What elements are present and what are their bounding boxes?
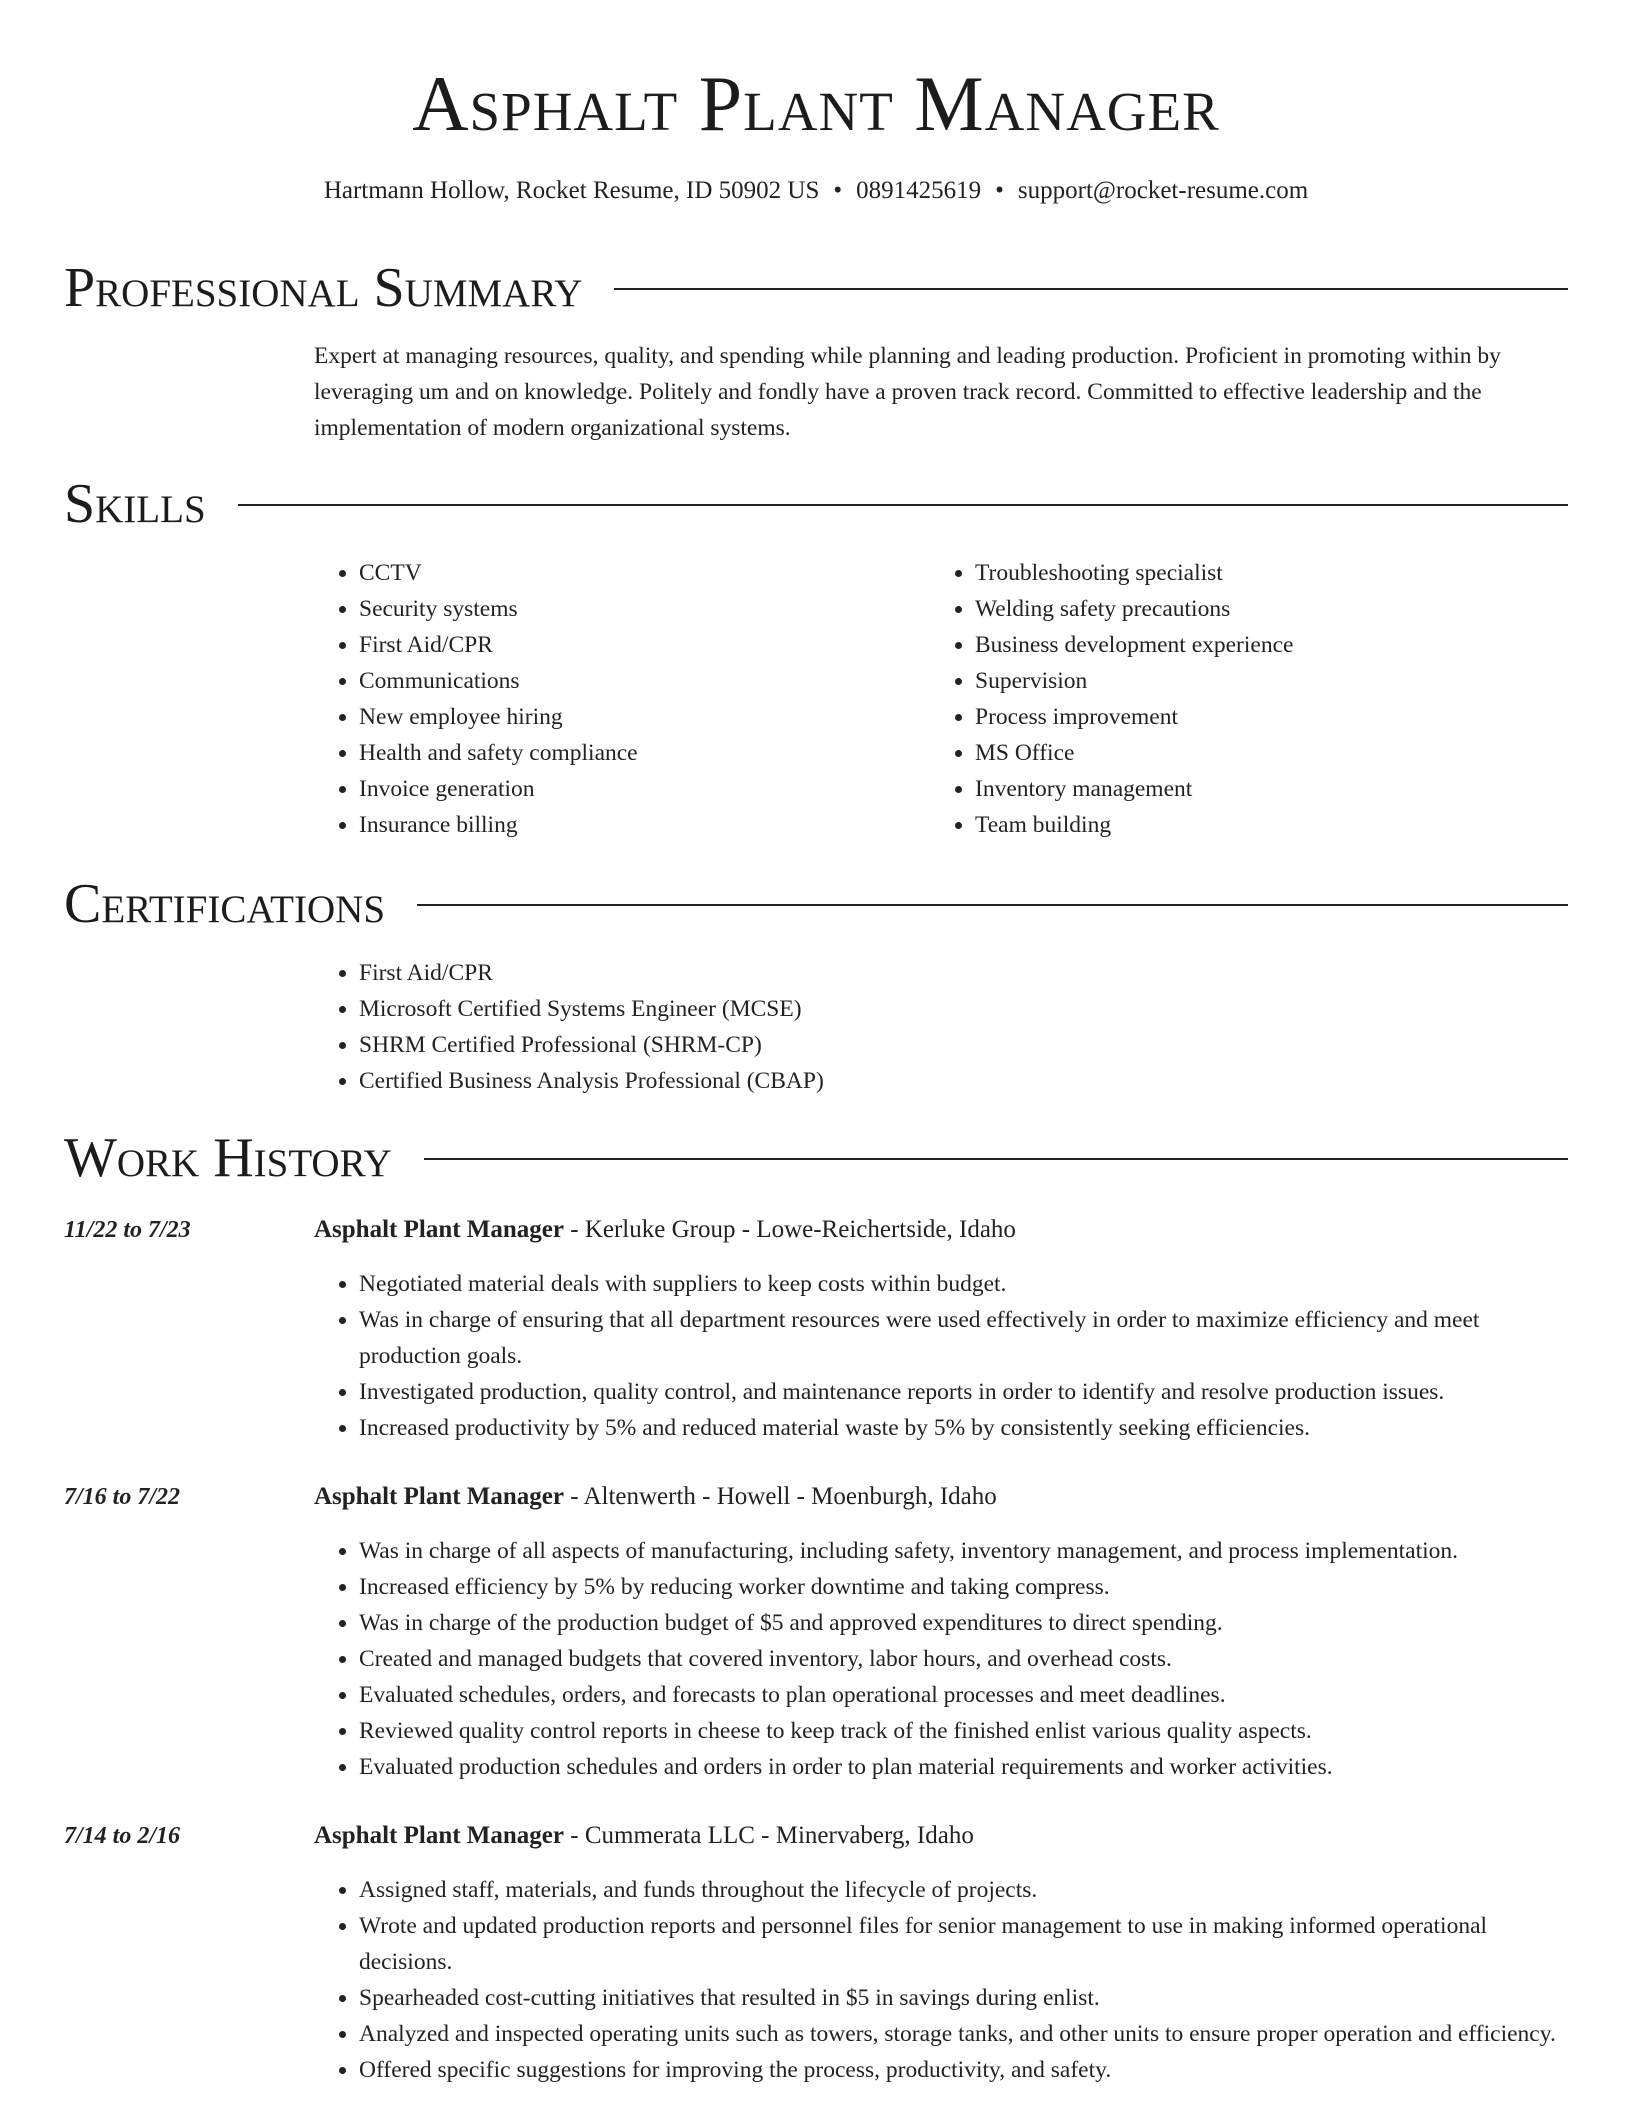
skills-column-2 bbox=[930, 555, 1570, 843]
job-heading bbox=[314, 1480, 1568, 1514]
skills-column-1 bbox=[314, 555, 914, 843]
section-rule bbox=[238, 504, 1568, 506]
section-rule bbox=[424, 1158, 1568, 1160]
job-bullet: • Assigned staff, materials, and funds throughout the lifecycle of projects. bbox=[359, 1872, 1568, 1908]
skill-item: • Business development experience bbox=[975, 627, 1570, 663]
job-bullet: • Analyzed and inspected operating units such as towers, storage tanks, and other units to ensure proper operation and efficiency. bbox=[359, 2016, 1568, 2052]
job-bullets bbox=[314, 1533, 1568, 1785]
section-rule bbox=[417, 904, 1568, 906]
job-bullet: • Was in charge of ensuring that all department resources were used effectively in order to maximize efficiency and meet production goals. bbox=[359, 1302, 1568, 1374]
job-bullet: • Wrote and updated production reports and personnel files for senior management to use in making informed operational decisions. bbox=[359, 1908, 1568, 1980]
job-heading bbox=[314, 1213, 1568, 1247]
job-title: Asphalt Plant Manager bbox=[314, 1822, 564, 1849]
skill-item: • New employee hiring bbox=[359, 699, 914, 735]
job-title: Asphalt Plant Manager bbox=[314, 1216, 564, 1243]
job-bullets bbox=[314, 1266, 1568, 1446]
certification-item: • Certified Business Analysis Professional (CBAP) bbox=[359, 1063, 1514, 1099]
skill-item: • Supervision bbox=[975, 663, 1570, 699]
job-bullet: • Investigated production, quality control, and maintenance reports in order to identify and resolve production issues. bbox=[359, 1374, 1568, 1410]
skill-item: • Inventory management bbox=[975, 771, 1570, 807]
certifications-list bbox=[314, 955, 1514, 1099]
job-bullet: • Reviewed quality control reports in cheese to keep track of the finished enlist various quality aspects. bbox=[359, 1713, 1568, 1749]
resume-name: Asphalt Plant Manager bbox=[412, 60, 1220, 147]
job-title: Asphalt Plant Manager bbox=[314, 1483, 564, 1510]
job-dates: 7/14 to 2/16 bbox=[64, 1823, 181, 1849]
job-bullet: • Was in charge of all aspects of manufacturing, including safety, inventory management, and process implementation. bbox=[359, 1533, 1568, 1569]
skill-item: • Health and safety compliance bbox=[359, 735, 914, 771]
job-dates: 7/16 to 7/22 bbox=[64, 1484, 181, 1510]
job-bullet: • Created and managed budgets that covered inventory, labor hours, and overhead costs. bbox=[359, 1641, 1568, 1677]
job-dates: 11/22 to 7/23 bbox=[64, 1217, 191, 1243]
job-heading bbox=[314, 1819, 1568, 1853]
skill-item: • Process improvement bbox=[975, 699, 1570, 735]
section-header-work-history bbox=[64, 1126, 1568, 1190]
job-bullet: • Offered specific suggestions for improving the process, productivity, and safety. bbox=[359, 2052, 1568, 2088]
job-employer-location: - Altenwerth - Howell - Moenburgh, Idaho bbox=[564, 1483, 997, 1510]
skill-item: • Insurance billing bbox=[359, 807, 914, 843]
section-header-summary bbox=[64, 256, 1568, 320]
section-title-skills: Skills bbox=[64, 473, 206, 535]
skill-item: • MS Office bbox=[975, 735, 1570, 771]
skill-item: • Team building bbox=[975, 807, 1570, 843]
certification-item: • First Aid/CPR bbox=[359, 955, 1514, 991]
job-bullet: • Evaluated schedules, orders, and forecasts to plan operational processes and meet deadlines. bbox=[359, 1677, 1568, 1713]
job-bullet: • Evaluated production schedules and orders in order to plan material requirements and worker activities. bbox=[359, 1749, 1568, 1785]
skill-item: • Welding safety precautions bbox=[975, 591, 1570, 627]
address: Hartmann Hollow, Rocket Resume, ID 50902 US bbox=[323, 177, 820, 204]
skill-item: • First Aid/CPR bbox=[359, 627, 914, 663]
section-title-certifications: Certifications bbox=[64, 873, 386, 935]
section-header-certifications bbox=[64, 872, 1568, 936]
skill-item: • Invoice generation bbox=[359, 771, 914, 807]
phone: 0891425619 bbox=[856, 177, 982, 204]
contact-line bbox=[0, 174, 1632, 208]
skill-item: • Security systems bbox=[359, 591, 914, 627]
section-rule bbox=[614, 288, 1568, 290]
skill-item: • Communications bbox=[359, 663, 914, 699]
certification-item: • SHRM Certified Professional (SHRM-CP) bbox=[359, 1027, 1514, 1063]
summary-text: Expert at managing resources, quality, and spending while planning and leading production. Proficient in promoting within by leveraging um and on knowledge. Politely and fondly have a proven track record. Committed to effective leadership and the implementation of modern organizational systems. bbox=[314, 343, 1501, 441]
job-bullet: • Spearheaded cost-cutting initiatives that resulted in $5 in savings during enlist. bbox=[359, 1980, 1568, 2016]
email: support@rocket-resume.com bbox=[1017, 177, 1309, 204]
job-bullets bbox=[314, 1872, 1568, 2088]
separator-dot: • bbox=[833, 177, 843, 204]
skill-item: • Troubleshooting specialist bbox=[975, 555, 1570, 591]
job-bullet: • Increased efficiency by 5% by reducing worker downtime and taking compress. bbox=[359, 1569, 1568, 1605]
skill-item: • CCTV bbox=[359, 555, 914, 591]
section-title-summary: Professional Summary bbox=[64, 257, 583, 319]
job-bullet: • Increased productivity by 5% and reduced material waste by 5% by consistently seeking efficiencies. bbox=[359, 1410, 1568, 1446]
job-bullet: • Negotiated material deals with suppliers to keep costs within budget. bbox=[359, 1266, 1568, 1302]
job-employer-location: - Kerluke Group - Lowe-Reichertside, Idaho bbox=[564, 1216, 1016, 1243]
section-title-work-history: Work History bbox=[64, 1127, 392, 1189]
job-bullet: • Was in charge of the production budget of $5 and approved expenditures to direct spending. bbox=[359, 1605, 1568, 1641]
job-employer-location: - Cummerata LLC - Minervaberg, Idaho bbox=[564, 1822, 974, 1849]
certification-item: • Microsoft Certified Systems Engineer (MCSE) bbox=[359, 991, 1514, 1027]
separator-dot: • bbox=[995, 177, 1004, 204]
section-header-skills bbox=[64, 472, 1568, 536]
